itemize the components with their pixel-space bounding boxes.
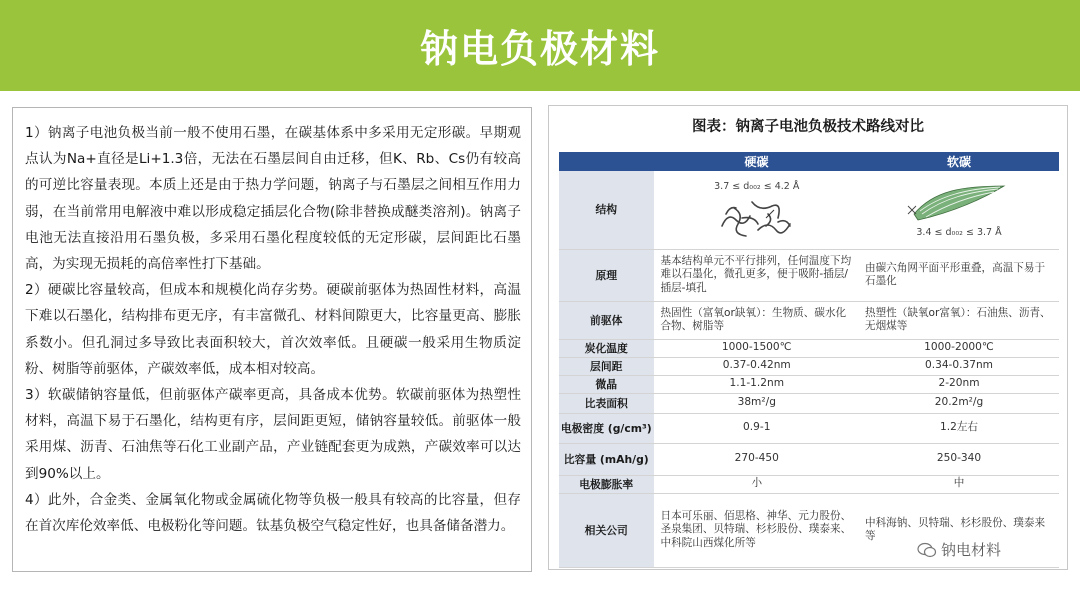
table-row — [559, 249, 1059, 301]
watermark-text: 钠电材料 — [940, 541, 1001, 559]
table-row — [559, 443, 1059, 475]
table-row — [559, 339, 1059, 357]
row-label: 炭化温度 — [559, 339, 654, 357]
table-row — [559, 301, 1059, 339]
row-label: 电极膨胀率 — [559, 475, 654, 493]
soft-carbon-cell: 20.2m²/g — [859, 393, 1059, 413]
soft-carbon-cell: 1.2左右 — [859, 413, 1059, 443]
table-row — [559, 375, 1059, 393]
table-row — [559, 413, 1059, 443]
hard-carbon-cell: 270-450 — [654, 443, 859, 475]
row-label: 原理 — [559, 249, 654, 301]
wechat-icon — [917, 542, 937, 558]
hard-carbon-cell: 1.1-1.2nm — [654, 375, 859, 393]
soft-carbon-structure — [859, 171, 1059, 249]
hard-carbon-cell: 0.9-1 — [654, 413, 859, 443]
page-title: 钠电负极材料 — [419, 27, 660, 71]
soft-carbon-cell: 由碳六角网平面平形重叠，高温下易于石墨化 — [859, 249, 1059, 301]
comparison-figure — [548, 105, 1068, 570]
hard-carbon-cell: 38m²/g — [654, 393, 859, 413]
hard-carbon-cell: 热固性（富氧or缺氧）：生物质、碳水化合物、树脂等 — [654, 301, 859, 339]
row-label: 比表面积 — [559, 393, 654, 413]
soft-carbon-formula: 3.4 ≤ d₀₀₂ ≤ 3.7 Å — [916, 227, 1002, 238]
title-bar — [0, 0, 1080, 91]
soft-carbon-structure-illustration — [904, 180, 1014, 224]
row-label: 微晶 — [559, 375, 654, 393]
header-hard-carbon: 硬碳 — [654, 152, 859, 171]
soft-carbon-cell: 中科海钠、贝特瑞、杉杉股份、璞泰来等 — [859, 493, 1059, 567]
text-panel — [12, 107, 532, 572]
paragraph-2: 2）硬碳比容量较高，但成本和规模化尚存劣势。硬碳前驱体为热固性材料，高温下难以石墨化，结构排布更无序，有丰富微孔、材料间隙更大，比容量更高、膨胀系数小。但孔洞过多导致比表面积较大，首次效率低。且硬碳一般采用生物质淀粉、树脂等前驱体，产碳效率低，成本相对较高。 — [25, 282, 521, 377]
paragraph-3: 3）软碳储钠容量低，但前驱体产碳率更高，具备成本优势。软碳前驱体为热塑性材料，高温下易于石墨化，结构更有序，层间距更短，储钠容量较低。前驱体一般采用煤、沥青、石油焦等石化工业副产品，产业链配套更为成熟，产碳效率可以达到90%以上。 — [25, 387, 521, 482]
hard-carbon-structure — [654, 171, 859, 249]
watermark — [917, 539, 1001, 560]
header-blank — [559, 152, 654, 171]
soft-carbon-cell: 1000-2000℃ — [859, 339, 1059, 357]
table-row — [559, 357, 1059, 375]
hard-carbon-formula: 3.7 ≤ d₀₀₂ ≤ 4.2 Å — [714, 181, 800, 192]
table-row — [559, 393, 1059, 413]
comparison-table — [559, 152, 1059, 568]
row-label: 比容量 (mAh/g) — [559, 443, 654, 475]
hard-carbon-cell: 基本结构单元不平行排列，任何温度下均难以石墨化，微孔更多，便于吸附-插层/插层-填孔 — [654, 249, 859, 301]
row-label: 电极密度 (g/cm³) — [559, 413, 654, 443]
hard-carbon-structure-illustration — [712, 196, 802, 240]
hard-carbon-cell: 小 — [654, 475, 859, 493]
table-header-row — [559, 152, 1059, 171]
table-title: 图表：钠离子电池负极技术路线对比 — [692, 119, 924, 135]
soft-carbon-cell: 0.34-0.37nm — [859, 357, 1059, 375]
row-label: 相关公司 — [559, 493, 654, 567]
soft-carbon-cell: 热塑性（缺氧or富氧）：石油焦、沥青、无烟煤等 — [859, 301, 1059, 339]
hard-carbon-cell: 0.37-0.42nm — [654, 357, 859, 375]
soft-carbon-cell: 250-340 — [859, 443, 1059, 475]
hard-carbon-cell: 日本可乐丽、佰思格、神华、元力股份、圣泉集团、贝特瑞、杉杉股份、璞泰来、中科院山西煤化所等 — [654, 493, 859, 567]
soft-carbon-cell: 2-20nm — [859, 375, 1059, 393]
row-label: 结构 — [559, 171, 654, 249]
table-row — [559, 475, 1059, 493]
row-label: 前驱体 — [559, 301, 654, 339]
paragraph-4: 4）此外，合金类、金属氧化物或金属硫化物等负极一般具有较高的比容量，但存在首次库伦效率低、电极粉化等问题。钛基负极空气稳定性好，也具备储备潜力。 — [25, 491, 521, 535]
hard-carbon-cell: 1000-1500℃ — [654, 339, 859, 357]
soft-carbon-cell: 中 — [859, 475, 1059, 493]
header-soft-carbon: 软碳 — [859, 152, 1059, 171]
paragraph-1: 1）钠离子电池负极当前一般不使用石墨，在碳基体系中多采用无定形碳。早期观点认为Na+直径是Li+1.3倍，无法在石墨层间自由迁移，但K、Rb、Cs仍有较高的可逆比容量表现。本质上还是由于热力学问题，钠离子与石墨层之间相互作用力弱，在当前常用电解液中难以形成稳定插层化合物(除非替换成醚类溶剂)。钠离子电池无法直接沿用石墨负极，多采用石墨化程度较低的无定形碳，层间距比石墨高，为实现无损耗的高倍率性打下基础。 — [25, 125, 521, 273]
row-label: 层间距 — [559, 357, 654, 375]
table-row-structure — [559, 171, 1059, 249]
